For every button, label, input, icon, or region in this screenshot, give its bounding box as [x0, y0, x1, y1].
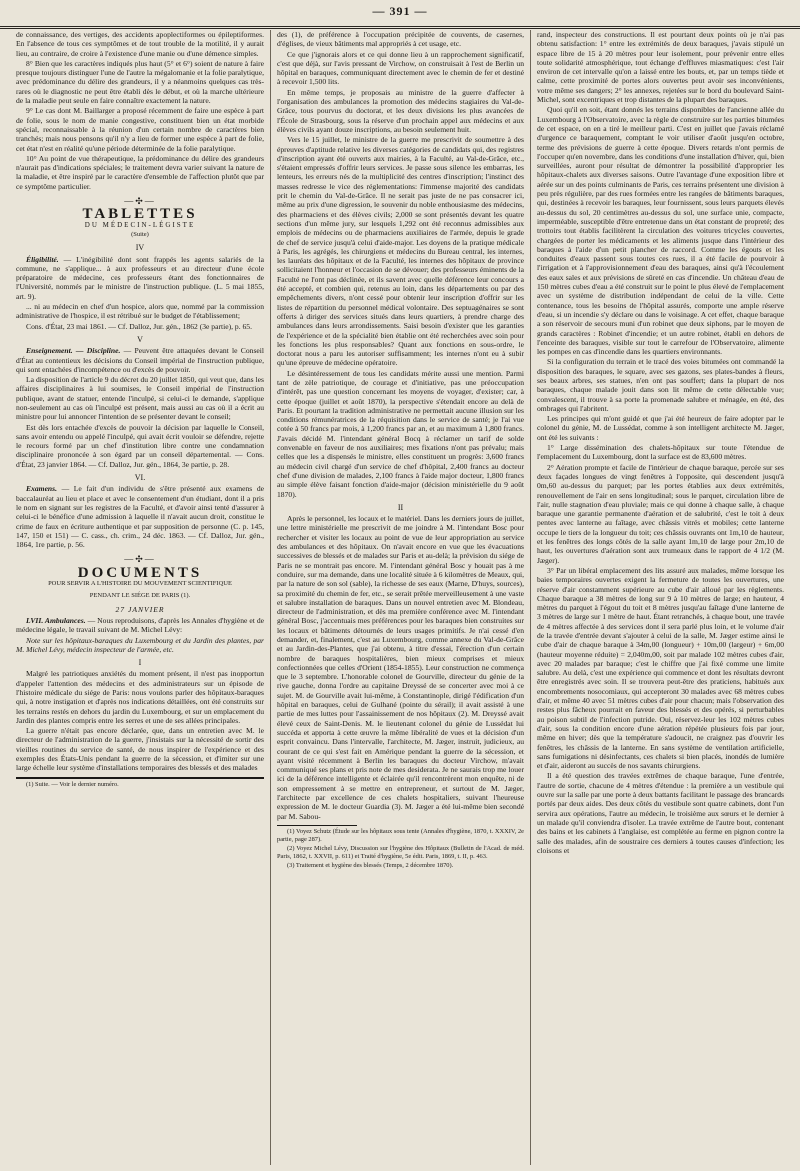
citation: Cons. d'État, 23 mai 1861. — Cf. Dalloz, Jur. gén., 1862 (3e partie), p. 65.	[26, 321, 252, 331]
paragraph: Quoi qu'il en soit, étant donnés les terrains disponibles de l'ancienne allée du Luxembourg à l'Observatoire, avec la règle de construire sur les parties bitumées de cet espace, on en a tiré le meilleur parti. C'est en juillet que j'avais réclamé d'urgence ce baraquement, comptant le voir utiliser d'août jusqu'en octobre, terme des prévisions de guerre à cette époque. Divers retards n'ont permis de l'occuper qu'en novembre, dans les conditions d'une installation d'hiver, qui, bien surveillées, auront pour résultat de démontrer la possibilité d'approprier les hôpitaux-chalets aux diverses saisons. Outre l'avantage d'une exposition libre et aérée sur un des points culminants de Paris, ces terrains présentent une division à peu près régulière, par des rues formées entre les rangées de bâtiments baraques, qui, destinées à recevoir les baraques, leur fournissent, sous leurs parquets élevés au-dessus du sol, 20 centimètres au-dessus du sol, une surface unie, compacte, imperméable, susceptible d'être entretenue dans un état constant de propreté; des trottoirs tout établis facilitèrent la circulation des voitures tricycles couvertes, chargées de porter les médicaments et les aliments jusque dans l'intérieur des baraques à l'aide d'un petit plancher de raccord. Comme les égouts et les conduites d'eaux passent sous toutes ces rues, il a été facile de pourvoir à l'irrigation et à l'approvisionnement d'eau des baraques, ainsi qu'à l'écoulement des eaux sales et aux prévisions de sûreté en cas d'incendie. Un château d'eau de 150 mètres cubes d'eau a été construit sur le point le plus élevé de l'emplacement avec un système de distribution indépendant de celui de la ville. Cette contenance, tous les besoins de l'hôpital assurés, comporte une ample réserve d'eau, si un incendie s'y déclare ou dans le voisinage. A cet effet, chaque baraque a son réservoir de secours muni d'un robinet que deux siphons, par le moyen de grands caractères : Robinet d'incendie; et un autre robinet, établi en dehors de l'enceinte des baraques, visible sur tout le carrefour de l'Observatoire, alimente les pompes en cas d'incendie dans les quartiers environnants.	[537, 105, 784, 357]
paragraph: Après le personnel, les locaux et le matériel. Dans les derniers jours de juillet, une lettre ministérielle me prescrivit de me joindre à M. l'intendant Bosc pour rechercher et visiter les locaux au point de vue de leur appropriation au service des ambulances et des hôpitaux. On n'avait encore en vue que les évacuations successives de blessés et de malades sur Paris et au-delà; la prévision du siége de Paris ne se montrait pas encore. M. l'intendant général Bosc y houait pas à me conduire, sur ma demande, dans une localité située à 6 kilomètres de Meaux, qui, par la nature de son sol (sable), la richesse de ses eaux (Marne, D'huys, sources), sa proximité du chemin de fer, etc., se serait prêtée merveilleusement à une vaste et salubre installation de baraques. Dans un nouvel entretien avec M. Blondeau, directeur de l'administration, et dès ma première conférence avec M. l'intendant général Bosc, j'accentuais mes préférences pour les baraques bien construites sur les locaux et bâtiments détournés de leurs usages primitifs. Je n'ai cessé d'en demander, et, finalement, c'est au Luxembourg, comme annexe du Val-de-Grâce et au Jardin-des-Plantes, que j'ai obtenu, à titre d'essai, l'érection d'un certain nombre de baraques hospitalières, bien mieux comprises et mieux confectionnées que celles d'Orient (1854-1855). Leur construction ne commença que le 3 septembre. L'honorable colonel de Gourville, directeur du génie de la rive gauche, donna l'ordre au capitaine Dreyssé de se concerter avec moi à ce sujet. M. de Gourville avait lui-même, à Constantinople, dirigé l'édification d'un hôpital en baraques, celui de Gulhané (pointe du sérail); il avait assisté à une partie de mes luttes pour l'assainissement de nos hôpitaux (2). M. Dreyssé avait élevé ceux de Saint-Denis. M. le lieutenant colonel du génie de Lussédat lui succéda et apporta à cette œuvre la même libéralité de vues et la décision d'un esprit convaincu. Dans l'intervalle, l'architecte, M. Jæger, instruit, judicieux, au courant de ce qui s'est fait en Amérique pendant la guerre de la sécession, et ayant visité récemment à Berlin les baraques du docteur Virchow, m'avait communiqué ses plans et pris note de mes desiderata. Je ne saurais trop me louer ici de la déférence intelligente et éclairée qu'il rencontrèrent mon enquête, ni de son empressement à se mettre en entrepreneur, et surtout de M. Jæger, l'architecte par excellence de ces chalets hospitaliers, suivant l'heureuse expression de M. le docteur Guardia (3). M. Jæger a été lui-même bien secondé par M. Sabou-	[277, 514, 524, 821]
section-subtitle: PENDANT LE SIÉGE DE PARIS (1).	[89, 592, 191, 600]
paragraph: 3° Par un libéral emplacement des lits assuré aux malades, même lorsque les baies temporaires ouvertes exigent la fermeture de toutes les ouvertures, une réserve d'air constamment supérieure au cube d'air alloué par les règlements. Chaque baraque a 38 mètres de long sur 9 à 10 mètres de large; en hauteur, 4 mètres du parquet à l'égout du toit et 8 mètres jusqu'au faîtage d'une lanterne de 3 mètres de large sur 1 mètre de haut. Étant retranchés, à chaque bout, une travée de 4 mètres affectée à des services dont il sera parlé plus loin, et le volume d'air de la travée d'entrée devant s'ajouter à celui de la salle, M. Jæger estime ainsi le cube d'air de chaque baraque à 34m,00 (longueur) + 10m,00 (largeur) + 6m,00 (hauteur moyenne réduite) = 2,040m,00, soit par malade 102 mètres cubes d'air, avec 20 malades par baraque; c'est le chiffre que j'ai fixé comme une limite salubre. Au delà, c'est une expérience qui commence et dont les résultats devront être enregistrés avec soin. Il se trouvera peut-être des praticiens, habitués aux encombrements nosocomiaux, qui accepteront 30 malades avec 68 mètres cubes d'air, et même 40 avec 51 mètres cubes d'air pour chacun; mais l'observation des restes plus fâcheux pourrait en faveur des blessés et des opérés, si perturbables au poison subtil de l'infection putride. Oui, réservez-leur les 102 mètres cubes d'air, sous la condition encore d'une aération répétée plusieurs fois par jour, même en hiver; dès que la température s'adoucit, ne craignez pas d'ouvrir les fenêtres, les châssis de la lanterne. En sans système de ventilation artificielle, sans fumigations ni désinfectants, ces chalets si bien placés, inondés de lumière et d'air, aideront au succès de nos savants chirurgiens.	[537, 565, 784, 771]
paragraph: — L'inégibilité dont sont frappés les agents salariés de la commune, ne s'applique... à aux professeurs et au directeur d'une école préparatoire de médecine, ces professeurs étant des fonctionnaires de l'Université, nommés par le ministre de l'instruction publique. (L. 5 mai 1855, art. 9).	[16, 254, 264, 301]
section-title-tablettes: TABLETTES	[82, 206, 198, 223]
paragraph: 10° Au point de vue thérapeutique, la prédominance du délire des grandeurs n'aurait pas d'indications spéciales; le traitement devra varier suivant la nature de la maladie, et être inspiré par le caractère d'ensemble de l'affection plutôt que par ce symptôme particulier.	[16, 153, 264, 191]
paragraph: Le désintéressement de tous les candidats mérite aussi une mention. Parmi tant de zèle patriotique, de courage et d'initiative, pas une préoccupation d'intérêt, pas une question concernant les moyens de voyager, d'exister; car, à cette époque (juillet et août 1870), la perspective s'étendait encore au delà de Paris. Et pourtant la tradition administrative ne permettait aucune illusion sur les conditions rémunératrices de la réquisition dans le service de santé; je l'ai vue cotée à 50 francs par mois, à 1,200 francs par an, et au maximum à 1,800 francs. J'avais décidé M. l'intendant général Bocq à réclamer un tarif de solde convenable en faveur de nos auxiliaires; mes fixations n'ont pas prévalu; mais celles que les a dispensés le ministre, elles constituent un progrès: 3,600 francs au médecin civil chargé d'un service de chef d'hôpital, 2,400 francs au docteur chef d'une division de malades, 2,100 francs à l'aide major docteur, 1,800 francs au simple élève faisant fonction d'aide-major (décision ministérielle du 9 août 1870).	[277, 368, 524, 499]
paragraph: ... ni au médecin en chef d'un hospice, alors que, nommé par la commission administrative de l'hospice, il est rétribué sur le budget de l'établissement;	[16, 302, 264, 321]
run-in-heading: LVII. Ambulances.	[26, 615, 86, 625]
ornament-divider: —✣—	[124, 554, 156, 565]
paragraph: — Nous reproduisons, d'après les Annales d'hygiène et de médecine légale, le travail suivant de M. Michel Lévy:	[16, 615, 264, 635]
footnote: (3) Traitement et hygiène des blessés (Temps, 2 décembre 1870).	[287, 861, 454, 869]
paragraph: rand, inspecteur des constructions. Il est pourtant deux points où je n'ai pas obtenu satisfaction: 1° entre les extrémités de deux baraques, j'avais stipulé un espace libre de 15 à 20 mètres pour leur isolement, pour prévenir entre elles toute solidarité atmosphérique, tout échange d'effluves miasmatiques: c'est l'air environ de cet intervalle qu'on a laissé entre les bouts, et, par un temps tiède et calme, cette proximité de portes alors ouvertes peut avoir ses inconvénients, votre même ses dangers; 2° les annexes, rejetées sur le bord du boulevard Saint-Michel, sont excentriques et trop distantes de la plupart des baraques.	[537, 30, 784, 105]
footnote: (1) Voyez Schutz (Étude sur les hôpitaux sous tente (Annales d'hygiène, 1870, t. XXXIV, 2e partie, page 287).	[277, 827, 524, 843]
page-header	[0, 4, 800, 29]
paragraph: En même temps, je proposais au ministre de la guerre d'affecter à l'organisation des ambulances la promotion des médecins stagiaires du Val-de-Grâce, tous pourvus du doctorat, et les deux divisions les plus avancées de l'École de Strasbourg, sous la réserve d'un prochain appel aux médecins et aux élèves civils ayant douze inscriptions, au besoin seulement huit.	[277, 87, 524, 134]
paragraph: des (1), de préférence à l'occupation précipitée de couvents, de casernes, d'églises, de vieux bâtiments mal appropriés à cet usage, etc.	[277, 30, 524, 49]
paragraph: Vers le 15 juillet, le ministre de la guerre me prescrivit de soumettre à des épreuves d'aptitude relative les diverses catégories de candidats qui, des registres d'inscription ayant été ouverts aux mairies, à la Faculté, au Val-de-Grâce, etc., s'étaient empressés d'offrir leurs services. Je passe sous silence les embarras, les lenteurs, les erreurs nés de la multiplicité des centres d'inscription; l'instinct des masses redresse le vice des réglementations: l'immense majorité des candidats prit le chemin du Val-de-Grâce. Il ne serait pas juste de ne pas consacrer ici, même au prix d'une digression, le souvenir du noble enthousiasme des médecins, des pharmaciens et des élèves civils; 2,000 se sont présentés devant les quatre sections d'un même jury, sur lesquels 1,292 ont été reconnus admissibles aux emplois de médecins ou de pharmaciens auxiliaires de l'armée, depuis le grade de chef de service jusqu'à celui d'aide-major. Les doyens de la pratique médicale à Paris, les agrégés, les chirurgiens et médecins du Bureau central, les internes, les lauréats des hôpitaux et de la Faculté, les internes des hôpitaux de province sollicitaient l'honneur et l'occasion de se dévouer; des professeurs éminents de la Faculté ne l'ont pas déclinée, et ils savent avec quelle déférence leur concours a été accepté, et combien qui, retenus au loin, dans les départements ou par des empêchements divers, n'ont cessé pour obtenir leur inscription d'offrir sur les listes de répartition du personnel médical volontaire. Des septuagénaires se sont offerts à diriger des services situés dans leurs quartiers, à prendre charge des ambulances dans leurs arrondissements. Saisi besoin d'exister que les garanties de l'expérience et de la spécialité bien établie ont été recherchées avec soin pour les fonctions les plus responsables? Quant aux fonctions en sous-ordre, le doctorat nous a paru les autoriser suffisamment; les internes n'ont eu à subir qu'une épreuve de médecine opératoire.	[277, 135, 524, 368]
section-suite: (Suite)	[131, 230, 149, 238]
paragraph: 1° Large dissémination des chalets-hôpitaux sur toute l'étendue de l'emplacement du Luxembourg, dont la surface est de 83,600 mètres.	[537, 443, 784, 462]
paragraph: La guerre n'était pas encore déclarée, que, dans un entretien avec M. le directeur de l'administration de la guerre, j'insistais sur la nécessité de sortir des vieilles routines du service de santé, de nous inspirer de l'expérience et des exemples des États-Unis pendant la guerre de la sécession, et d'imiter sur une large échelle leur système d'installations temporaires des blessés et des malades	[16, 726, 264, 773]
section-subtitle: DU MÉDECIN-LÉGISTE	[84, 220, 196, 229]
paragraph: — Peuvent être attaquées devant le Conseil d'État au contentieux les décisions du Conseil impérial de l'instruction publique, qui sont entachées d'incompétence ou d'excès de pouvoir.	[16, 346, 264, 374]
paragraph: Si la configuration du terrain et le tracé des voies bitumées ont commandé la disposition des baraques, le square, avec ses gazons, ses plates-bandes à fleurs, ses beaux arbres, ses statues, n'en ont pas souffert; dans la plupart de nos baraques, chaque malade jouit dans son lit même de cette délectable vue; convalescent, il trouve à sa porte la promenade salubre et ménagée, en été, des ombrages qui l'abritent.	[537, 357, 784, 413]
footnote: (2) Voyez Michel Lévy, Discussion sur l'hygiène des Hôpitaux (Bulletin de l'Acad. de méd. Paris, 1862, t. XXVII, p. 611) et Traité d'hygiène, 5e édit. Paris, 1869, t. II, p. 463.	[277, 844, 524, 860]
paragraph: Il a été question des travées extrêmes de chaque baraque, l'une d'entrée, l'autre de sortie, chacune de 4 mètres d'étendue : la première a un vestibule qui ouvre sur la salle par une porte à deux battants facilitant le passage des brancards portés par deux aides. Des deux côtés du vestibule sont quatre cabinets, dont l'un servira aux opérations, l'autre au médecin, le troisième aux sœurs et le dernier à un malade qu'il conviendra d'isoler. La travée extrême de l'autre bout, contenant des bains et les cabinets à l'anglaise, est complétée au ferme en pignon contre la salle des malades, afin de soustraire ces derniers à toutes causes d'infection; les cloisons et	[537, 771, 784, 855]
paragraph: Malgré les patriotiques anxiétés du moment présent, il n'est pas inopportun d'appeler l'attention des médecins et des administrateurs sur un épisode de l'histoire médicale du siége de Paris: nous voulons parler des hôpitaux-baraques qui, à notre instigation et d'après nos indications détaillées, ont été construits sur les terrains restés en dehors du jardin du Luxembourg, et sur un emplacement du Jardin des plantes compris entre les serres et une de ses allées principales.	[16, 669, 264, 725]
article-title: Note sur les hôpitaux-baraques du Luxembourg et du Jardin des plantes, par M. Michel Lévy, médecin inspecteur de l'armée, etc.	[16, 635, 264, 654]
section-subtitle: POUR SERVIR A L'HISTOIRE DU MOUVEMENT SCIENTIFIQUE	[48, 580, 232, 588]
roman-numeral: I	[138, 658, 142, 668]
roman-numeral: II	[397, 502, 404, 512]
paragraph: Ce que j'ignorais alors et ce qui donne lieu à un rapprochement significatif, c'est que déjà, sur l'avis pressant de Virchow, on construisait à l'est de Berlin un hôpital en baraques, communiquant directement avec le chemin de fer et destiné à recevoir 1,500 lits.	[277, 49, 524, 87]
ornament-divider: —✣—	[124, 196, 156, 207]
footnote-separator	[16, 777, 264, 779]
roman-numeral: IV	[135, 243, 145, 253]
column-1	[10, 30, 270, 1165]
paragraph: 8° Bien que les caractères indiqués plus haut (5° et 6°) soient de nature à faire presque toujours distinguer l'une de l'autre la mégalomanie et la folie paralytique, avec prédominance du délire des grandeurs, il y a néanmoins quelques cas très-rares où le diagnostic ne peut être établi dès le début, et où la marche ultérieure de la maladie peut seule en faire connaître exactement la nature.	[16, 58, 264, 106]
run-in-heading: Enseignement. — Discipline.	[26, 346, 121, 356]
paragraph: Est dès lors entachée d'excès de pouvoir la décision par laquelle le Conseil, sans avoir entendu ou appelé l'inculpé, qui avait écrit vouloir se défendre, rejette le recours formé par un chef d'institution libre contre une condamnation disciplinaire prononcée à son égard par un conseil départemental. — Cons. d'État, 23 janvier 1864. — Cf. Dalloz, Jur. gén., 1864, 3e partie, p. 28.	[16, 422, 264, 469]
paragraph: Les principes qui m'ont guidé et que j'ai été heureux de faire adopter par le colonel du génie, M. de Lussédat, comme à son intelligent architecte M. Jæger, ont été les suivants :	[537, 414, 784, 442]
page-number: — 391 —	[372, 4, 428, 18]
paragraph: 9° Le cas dont M. Baillarger a proposé récemment de faire une espèce à part de folie, sous le nom de manie congestive, constituent bien un état morbide spécial, reconnaissable à la réunion d'un certain nombre de caractères bien tranchés; mais nous pensons qu'il n'y a lieu de former une espèce à part de folie, cet état n'est en réalité qu'une période déterminée de la folie paralytique.	[16, 106, 264, 153]
roman-numeral: VI.	[134, 473, 146, 483]
section-title-documents: DOCUMENTS	[77, 564, 203, 581]
paragraph: de connaissance, des vertiges, des accidents apoplectiformes ou épileptiformes. En l'absence de tous ces symptômes et de tout trouble de la motilité, il y aurait lieu, au contraire, de croire à l'existence d'une manie ou d'une démence simples.	[16, 30, 264, 58]
date-heading: 27 JANVIER	[115, 604, 165, 614]
run-in-heading: Examens.	[26, 484, 58, 494]
roman-numeral: V	[137, 334, 143, 344]
run-in-heading: Éligibilité.	[26, 254, 59, 264]
column-3	[530, 30, 790, 1165]
paragraph: 2° Aération prompte et facile de l'intérieur de chaque baraque, percée sur ses deux façades longues de vingt fenêtres à l'opposite, qui descendent jusqu'à 0m,60 au-dessus du parquet; par les portes établies aux deux extrémités, renouvellement de l'air en sens longitudinal; sous le parquet, circulation libre de l'air, nulle stagnation d'eau pluviale; mais ce qui donne à chaque salle, à chaque baraque une garantie permanente d'aération et de salubrité, c'est le toit à deux pentes avec lanterne au faîtage, avec châssis vitrés et mobiles; cette lanterne occupe le tiers de la longueur du toit; ces châssis ouvrants ont 1m,10 de hauteur, et les fenêtres des longs côtés de la salle ayant 1m,10 de large pour 2m,10 de haut, les ouvertures d'aération sont aux trumeaux dans le rapport de 4 1/2 (M. Jæger).	[537, 462, 784, 565]
text-columns	[10, 30, 790, 1165]
paragraph: La disposition de l'article 9 du décret du 20 juillet 1850, qui veut que, dans les affaires disciplinaires à lui soumises, le Conseil impérial de l'instruction publique, avant de statuer, entende l'inculpé, si celui-ci le demande, s'applique non-seulement au cas où l'inculpé est présent, mais aussi au cas où il a écrit au ministre pour lui annoncer l'intention de se présenter devant le conseil;	[16, 375, 264, 422]
column-2	[270, 30, 530, 1165]
footnote-separator	[277, 825, 357, 826]
footnote: (1) Suite. — Voir le dernier numéro.	[26, 780, 119, 788]
paragraph: — Le fait d'un individu de s'être présenté aux examens de baccalauréat au lieu et place et avec le consentement d'un étudiant, dont il a pris le nom en signant sur les registres de la Faculté, et d'avoir ainsi tenté d'assurer à celui-ci le bénéfice d'une admission à laquelle il n'avait aucun droit, constitue le crime de faux en écriture authentique et par supposition de personne (C. p. 145, 147, 150 et 151) — C. cass., ch. crim., 24 déc. 1863. — Cf. Dalloz, Jur. gén., 1864, 1re partie, p. 56.	[16, 484, 264, 550]
